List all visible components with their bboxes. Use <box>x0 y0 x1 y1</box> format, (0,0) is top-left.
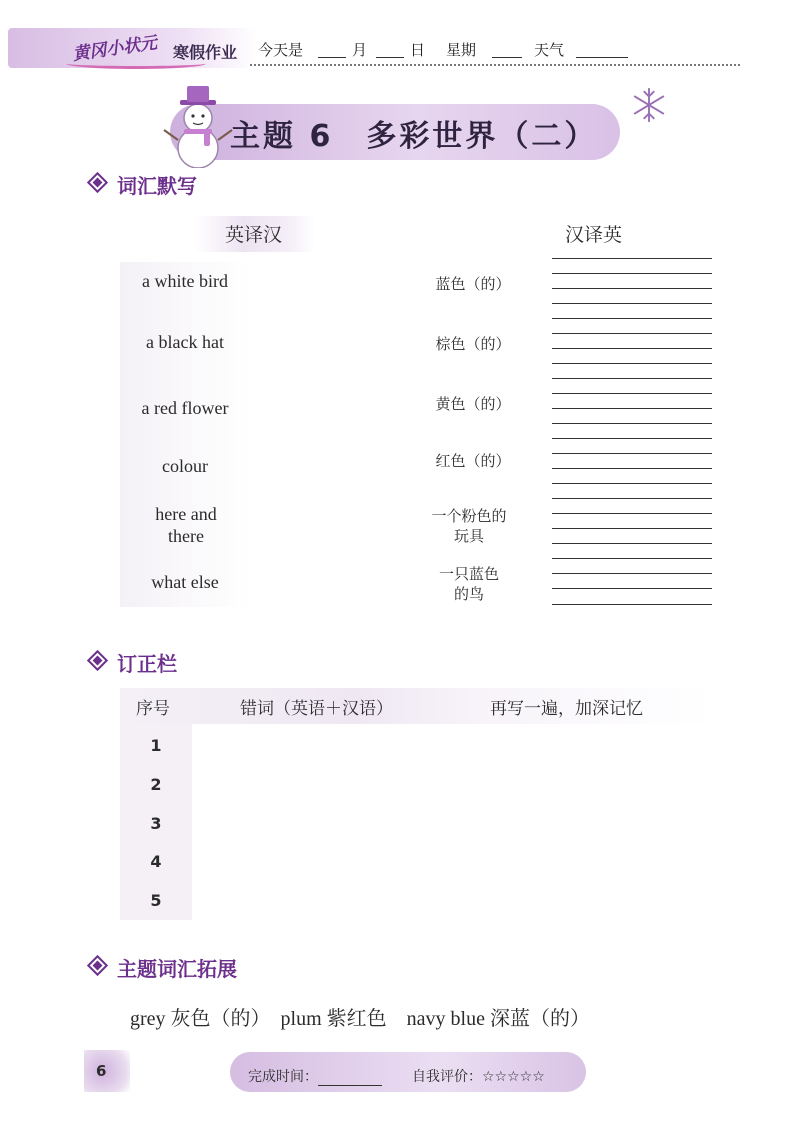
diamond-bullet-icon <box>87 955 108 976</box>
en-word-2: a black hat <box>146 332 224 352</box>
completion-time-label: 完成时间： <box>248 1069 318 1085</box>
weather-label: 天气 <box>534 41 565 59</box>
corrections-section-label: 订正栏 <box>117 652 177 676</box>
writing-line[interactable] <box>552 318 712 319</box>
en-word-1: a white bird <box>142 271 228 291</box>
writing-line[interactable] <box>552 408 712 409</box>
weekday-label: 星期 <box>446 41 477 59</box>
month-label: 月 <box>352 41 368 59</box>
cn-word-6: 一只蓝色的鸟 <box>438 567 499 603</box>
en-word-4: colour <box>162 456 208 476</box>
page-number-badge <box>84 1050 130 1092</box>
diamond-bullet-icon <box>87 650 108 671</box>
writing-line[interactable] <box>552 468 712 469</box>
cn-word-3: 黄色（的） <box>435 397 511 413</box>
en-word-column <box>120 262 250 607</box>
en-word-5: here and there <box>155 504 217 546</box>
col-number-header: 序号 <box>136 699 170 718</box>
writing-line[interactable] <box>552 513 712 514</box>
correction-row-3: 3 <box>150 814 162 833</box>
cn-word-2: 棕色（的） <box>435 337 511 353</box>
writing-line[interactable] <box>552 438 712 439</box>
cn-to-en-header: 汉译英 <box>565 225 623 246</box>
corrections-section-title <box>90 648 177 677</box>
snowman-icon <box>158 78 238 168</box>
cn-word-1: 蓝色（的） <box>435 277 511 293</box>
writing-line[interactable] <box>552 528 712 529</box>
en-to-cn-header: 英译汉 <box>225 225 283 246</box>
correction-row-1: 1 <box>150 736 162 755</box>
writing-line[interactable] <box>552 423 712 424</box>
self-rating-label: 自我评价： <box>412 1069 482 1085</box>
extension-vocab-line: grey 灰色（的） plum 紫红色 navy blue 深蓝（的） <box>130 1008 590 1030</box>
page-number: 6 <box>96 1062 107 1080</box>
brand-logo: 黄冈小状元 <box>71 33 159 65</box>
writing-line[interactable] <box>552 393 712 394</box>
cn-word-4: 红色（的） <box>435 454 511 470</box>
header-dotted-rule <box>250 64 740 66</box>
writing-line[interactable] <box>552 348 712 349</box>
self-rating <box>412 1066 545 1086</box>
writing-line[interactable] <box>552 288 712 289</box>
weather-blank[interactable] <box>576 42 628 58</box>
writing-line[interactable] <box>552 303 712 304</box>
completion-time <box>248 1066 382 1086</box>
col-rewrite-header: 再写一遍，加深记忆 <box>490 699 643 718</box>
writing-line[interactable] <box>552 498 712 499</box>
col-wrong-header: 错词（英语＋汉语） <box>240 699 393 718</box>
en-word-3: a red flower <box>141 398 229 418</box>
vocab-section-label: 词汇默写 <box>117 174 197 198</box>
vocab-section-title <box>90 170 197 199</box>
header-title: 寒假作业 <box>173 43 238 62</box>
writing-line[interactable] <box>552 273 712 274</box>
day-blank[interactable] <box>376 42 404 58</box>
extension-section-label: 主题词汇拓展 <box>117 957 237 981</box>
writing-line[interactable] <box>552 543 712 544</box>
month-blank[interactable] <box>318 42 346 58</box>
writing-line[interactable] <box>552 363 712 364</box>
date-prefix: 今天是 <box>258 41 304 59</box>
correction-row-5: 5 <box>150 891 162 910</box>
extension-section-title <box>90 953 237 982</box>
topic-title: 主题 6 多彩世界（二） <box>230 119 598 154</box>
snowflake-icon <box>630 86 668 124</box>
writing-line[interactable] <box>552 558 712 559</box>
writing-line[interactable] <box>552 573 712 574</box>
writing-line[interactable] <box>552 604 712 605</box>
day-label: 日 <box>410 41 426 59</box>
cn-word-5: 一个粉色的玩具 <box>431 509 507 545</box>
writing-line[interactable] <box>552 333 712 334</box>
en-word-6: what else <box>151 572 219 592</box>
writing-line[interactable] <box>552 588 712 589</box>
diamond-bullet-icon <box>87 172 108 193</box>
correction-row-2: 2 <box>150 775 162 794</box>
writing-line[interactable] <box>552 378 712 379</box>
writing-line[interactable] <box>552 453 712 454</box>
weekday-blank[interactable] <box>492 42 522 58</box>
completion-time-blank[interactable] <box>318 1072 382 1086</box>
correction-row-4: 4 <box>150 852 162 871</box>
writing-line[interactable] <box>552 258 712 259</box>
writing-line[interactable] <box>552 483 712 484</box>
rating-stars[interactable]: ☆☆☆☆☆ <box>482 1069 545 1085</box>
